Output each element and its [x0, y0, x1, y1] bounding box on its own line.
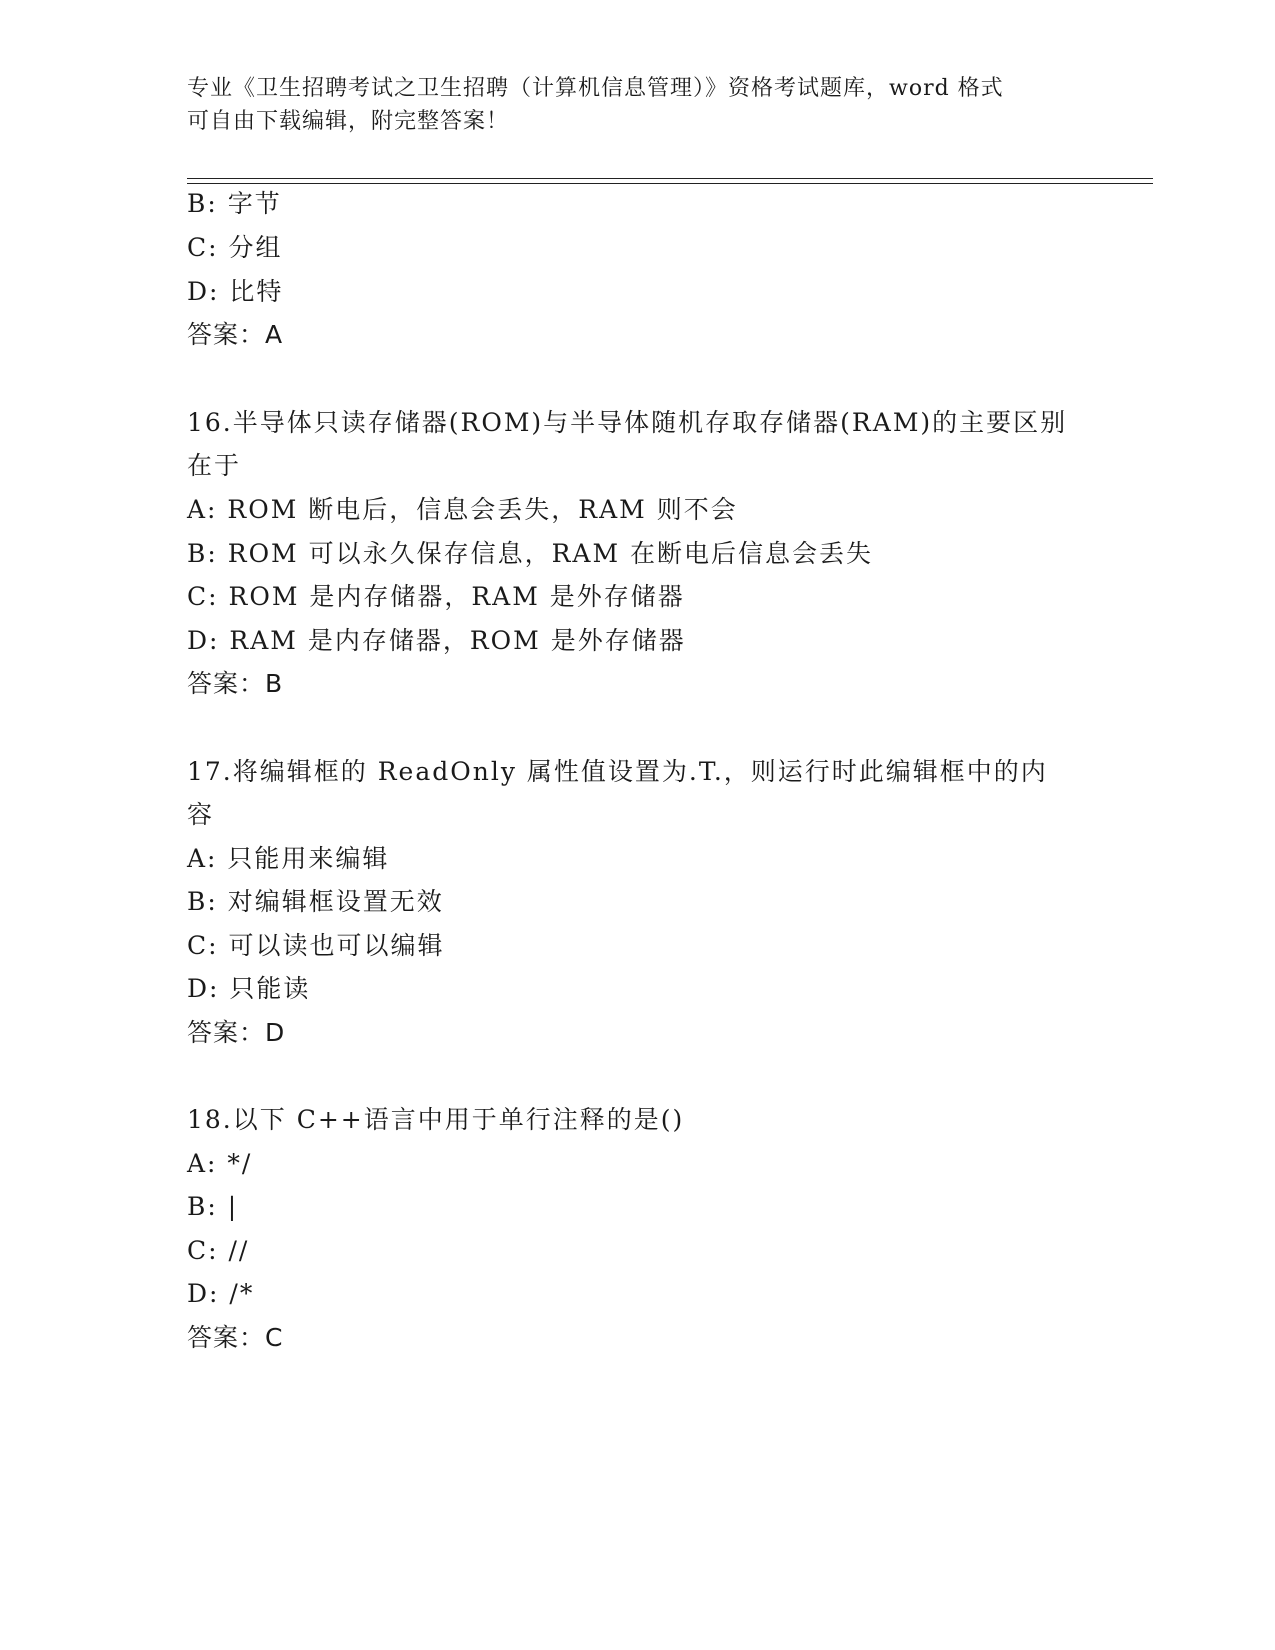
q18-option-c: C: //	[187, 1236, 250, 1265]
q16-answer: 答案：B	[187, 669, 284, 698]
q18-option-b: B: |	[187, 1192, 239, 1221]
q18-answer: 答案：C	[187, 1323, 284, 1352]
q17-stem-line-2: 容	[187, 800, 215, 829]
q15-option-d: D: 比特	[187, 277, 284, 306]
header-divider-bottom	[187, 183, 1153, 184]
q18-option-d: D: /*	[187, 1279, 255, 1308]
q18-stem-line-1: 18.以下 C++语言中用于单行注释的是()	[187, 1105, 685, 1134]
header-divider-top	[187, 178, 1153, 179]
q15-answer: 答案：A	[187, 320, 284, 349]
q15-option-b: B: 字节	[187, 189, 282, 218]
q16-option-c: C: ROM 是内存储器，RAM 是外存储器	[187, 582, 685, 611]
q15-option-c: C: 分组	[187, 233, 283, 262]
q17-option-c: C: 可以读也可以编辑	[187, 931, 445, 960]
q16-option-d: D: RAM 是内存储器，ROM 是外存储器	[187, 626, 686, 655]
q16-stem-line-1: 16.半导体只读存储器(ROM)与半导体随机存取存储器(RAM)的主要区别	[187, 408, 1068, 437]
q17-option-a: A: 只能用来编辑	[187, 844, 390, 873]
header-line-1: 专业《卫生招聘考试之卫生招聘（计算机信息管理）》资格考试题库，word 格式	[187, 76, 1004, 101]
q18-option-a: A: */	[187, 1149, 253, 1178]
q17-answer: 答案：D	[187, 1018, 286, 1047]
q16-option-a: A: ROM 断电后，信息会丢失，RAM 则不会	[187, 495, 738, 524]
q16-stem-line-2: 在于	[187, 451, 242, 480]
q16-option-b: B: ROM 可以永久保存信息，RAM 在断电后信息会丢失	[187, 539, 874, 568]
header-line-2: 可自由下载编辑，附完整答案！	[187, 109, 510, 134]
q17-option-b: B: 对编辑框设置无效	[187, 887, 444, 916]
document-header	[187, 72, 1067, 138]
q17-option-d: D: 只能读	[187, 974, 311, 1003]
q17-stem-line-1: 17.将编辑框的 ReadOnly 属性值设置为.T.，则运行时此编辑框中的内	[187, 757, 1048, 786]
